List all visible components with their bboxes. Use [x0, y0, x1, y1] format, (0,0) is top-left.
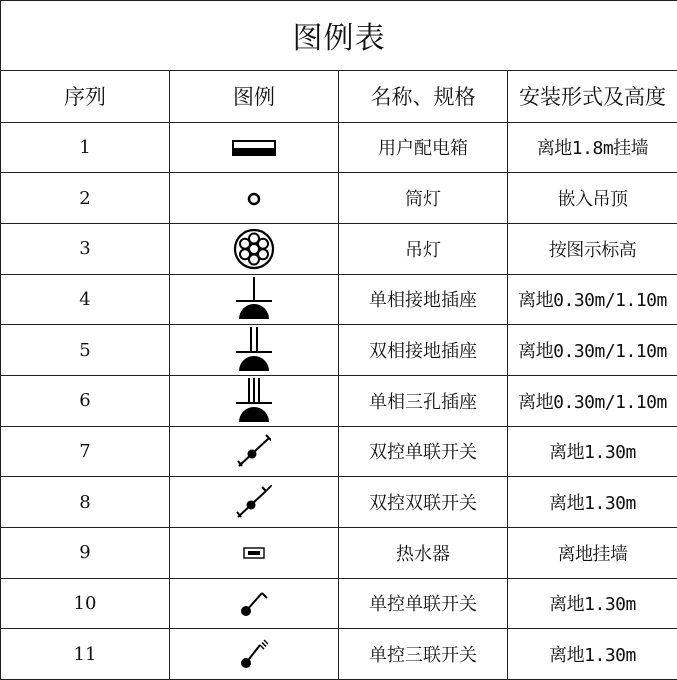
symbol-cell — [170, 426, 339, 477]
row-install: 离地0.30m/1.10m — [508, 274, 677, 325]
table-row — [1, 629, 677, 680]
table-row — [1, 477, 677, 528]
symbol-cell — [170, 629, 339, 680]
row-index: 10 — [1, 578, 170, 629]
row-name: 吊灯 — [339, 223, 508, 274]
symbol-cell — [170, 325, 339, 376]
row-install: 离地0.30m/1.10m — [508, 325, 677, 376]
symbol-cell — [170, 122, 339, 173]
triple-gang-switch-icon — [240, 639, 268, 669]
row-index: 2 — [1, 173, 170, 224]
row-index: 8 — [1, 477, 170, 528]
row-index: 3 — [1, 223, 170, 274]
header-name: 名称、规格 — [339, 70, 508, 122]
row-name: 筒灯 — [339, 173, 508, 224]
row-name: 双相接地插座 — [339, 325, 508, 376]
row-install: 按图示标高 — [508, 223, 677, 274]
symbol-cell — [170, 527, 339, 578]
row-index: 7 — [1, 426, 170, 477]
downlight-icon — [246, 191, 262, 207]
row-install: 嵌入吊顶 — [508, 173, 677, 224]
symbol-cell — [170, 173, 339, 224]
row-install: 离地挂墙 — [508, 527, 677, 578]
single-phase-socket-icon — [234, 277, 274, 321]
symbol-cell — [170, 477, 339, 528]
row-name: 单相三孔插座 — [339, 375, 508, 426]
symbol-cell — [170, 375, 339, 426]
row-name: 用户配电箱 — [339, 122, 508, 173]
row-index: 5 — [1, 325, 170, 376]
row-index: 11 — [1, 629, 170, 680]
row-install: 离地1.30m — [508, 629, 677, 680]
table-row — [1, 173, 677, 224]
row-install: 离地0.30m/1.10m — [508, 375, 677, 426]
table-title: 图例表 — [1, 1, 677, 71]
row-index: 9 — [1, 527, 170, 578]
symbol-cell — [170, 223, 339, 274]
table-row — [1, 527, 677, 578]
row-name: 单控单联开关 — [339, 578, 508, 629]
two-way-double-gang-switch-icon — [236, 485, 272, 519]
header-index: 序列 — [1, 70, 170, 122]
row-install: 离地1.30m — [508, 477, 677, 528]
row-name: 单相接地插座 — [339, 274, 508, 325]
table-row — [1, 375, 677, 426]
two-way-single-gang-switch-icon — [237, 434, 271, 468]
three-hole-socket-icon — [234, 378, 274, 424]
row-name: 单控三联开关 — [339, 629, 508, 680]
header-symbol: 图例 — [170, 70, 339, 122]
row-index: 4 — [1, 274, 170, 325]
row-install: 离地1.30m — [508, 578, 677, 629]
row-name: 双控单联开关 — [339, 426, 508, 477]
row-name: 热水器 — [339, 527, 508, 578]
table-row — [1, 223, 677, 274]
row-index: 6 — [1, 375, 170, 426]
single-gang-switch-icon — [240, 588, 268, 618]
distribution-box-icon — [232, 138, 276, 158]
table-row — [1, 426, 677, 477]
chandelier-icon — [233, 228, 275, 270]
water-heater-icon — [243, 547, 265, 559]
row-name: 双控双联开关 — [339, 477, 508, 528]
table-row — [1, 274, 677, 325]
table-row — [1, 578, 677, 629]
table-row — [1, 122, 677, 173]
row-install: 离地1.30m — [508, 426, 677, 477]
table-row — [1, 325, 677, 376]
header-install: 安装形式及高度 — [508, 70, 677, 122]
two-phase-socket-icon — [234, 327, 274, 373]
row-index: 1 — [1, 122, 170, 173]
symbol-cell — [170, 578, 339, 629]
symbol-cell — [170, 274, 339, 325]
row-install: 离地1.8m挂墙 — [508, 122, 677, 173]
header-row — [1, 70, 677, 122]
